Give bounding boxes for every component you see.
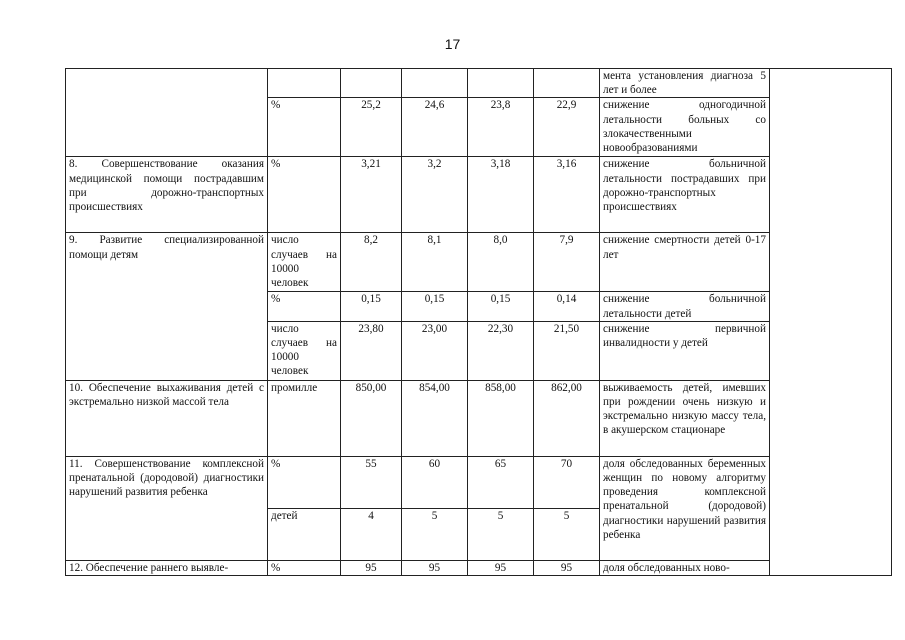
value-cell [341,69,402,98]
unit-cell: число случаев на 10000 человек [268,233,341,292]
value-cell: 0,15 [341,292,402,321]
value-cell: 5 [468,508,534,560]
value-cell: 8,2 [341,233,402,292]
page-number: 17 [444,36,461,52]
value-cell: 24,6 [402,98,468,157]
value-cell: 22,30 [468,321,534,380]
indicator-cell: доля обследованных ново- [600,560,770,575]
value-cell [402,69,468,98]
task-cell [66,69,268,157]
indicator-cell: снижение первичной инвалидности у детей [600,321,770,380]
value-cell: 850,00 [341,380,402,456]
task-cell: 12. Обеспечение раннего выявле- [66,560,268,575]
indicator-cell: доля обследованных беременных женщин по новому алгоритму проведения комплексной пренатальной (дородовой) диагностики нарушений развития ребенка [600,456,770,560]
value-cell: 60 [402,456,468,508]
value-cell: 3,2 [402,157,468,233]
indicators-table [65,68,892,576]
value-cell [468,69,534,98]
unit-cell: детей [268,508,341,560]
value-cell: 23,00 [402,321,468,380]
indicator-cell: снижение больничной летальности детей [600,292,770,321]
value-cell: 23,80 [341,321,402,380]
indicator-cell: выживаемость детей, имевших при рождении очень низкую и экстремально низкую массу тела, в акушерском стационаре [600,380,770,456]
value-cell: 7,9 [534,233,600,292]
value-cell: 8,0 [468,233,534,292]
value-cell: 5 [402,508,468,560]
value-cell: 65 [468,456,534,508]
indicator-cell: снижение смертности детей 0-17 лет [600,233,770,292]
indicator-cell: снижение больничной летальности пострадавших при дорожно-транспортных происшествиях [600,157,770,233]
table-row [66,233,892,292]
indicator-cell: снижение одногодичной летальности больных со злокачественными новообразованиями [600,98,770,157]
value-cell: 95 [341,560,402,575]
value-cell: 4 [341,508,402,560]
unit-cell: % [268,292,341,321]
value-cell: 55 [341,456,402,508]
empty-column-cell [770,69,892,576]
value-cell [534,69,600,98]
table-row [66,456,892,508]
table-row [66,157,892,233]
value-cell: 8,1 [402,233,468,292]
value-cell: 23,8 [468,98,534,157]
unit-cell: число случаев на 10000 человек [268,321,341,380]
value-cell: 862,00 [534,380,600,456]
unit-cell [268,69,341,98]
value-cell: 95 [468,560,534,575]
value-cell: 21,50 [534,321,600,380]
task-cell: 9. Развитие специализированной помощи детям [66,233,268,380]
task-cell: 11. Совершенствование комплексной пренатальной (дородовой) диагностики нарушений развития ребенка [66,456,268,560]
value-cell: 0,14 [534,292,600,321]
value-cell: 95 [534,560,600,575]
value-cell: 854,00 [402,380,468,456]
value-cell: 3,18 [468,157,534,233]
unit-cell: % [268,98,341,157]
indicator-cell: мента установления диагноза 5 лет и более [600,69,770,98]
value-cell: 70 [534,456,600,508]
table-row [66,69,892,98]
value-cell: 0,15 [468,292,534,321]
value-cell: 0,15 [402,292,468,321]
value-cell: 25,2 [341,98,402,157]
unit-cell: % [268,560,341,575]
value-cell: 95 [402,560,468,575]
value-cell: 3,21 [341,157,402,233]
unit-cell: % [268,157,341,233]
unit-cell: промилле [268,380,341,456]
value-cell: 3,16 [534,157,600,233]
value-cell: 5 [534,508,600,560]
value-cell: 22,9 [534,98,600,157]
table-row [66,560,892,575]
unit-cell: % [268,456,341,508]
task-cell: 8. Совершенствование оказания медицинской помощи пострадавшим при дорожно-транспортных происшествиях [66,157,268,233]
table-row [66,380,892,456]
value-cell: 858,00 [468,380,534,456]
task-cell: 10. Обеспечение выхаживания детей с экстремально низкой массой тела [66,380,268,456]
